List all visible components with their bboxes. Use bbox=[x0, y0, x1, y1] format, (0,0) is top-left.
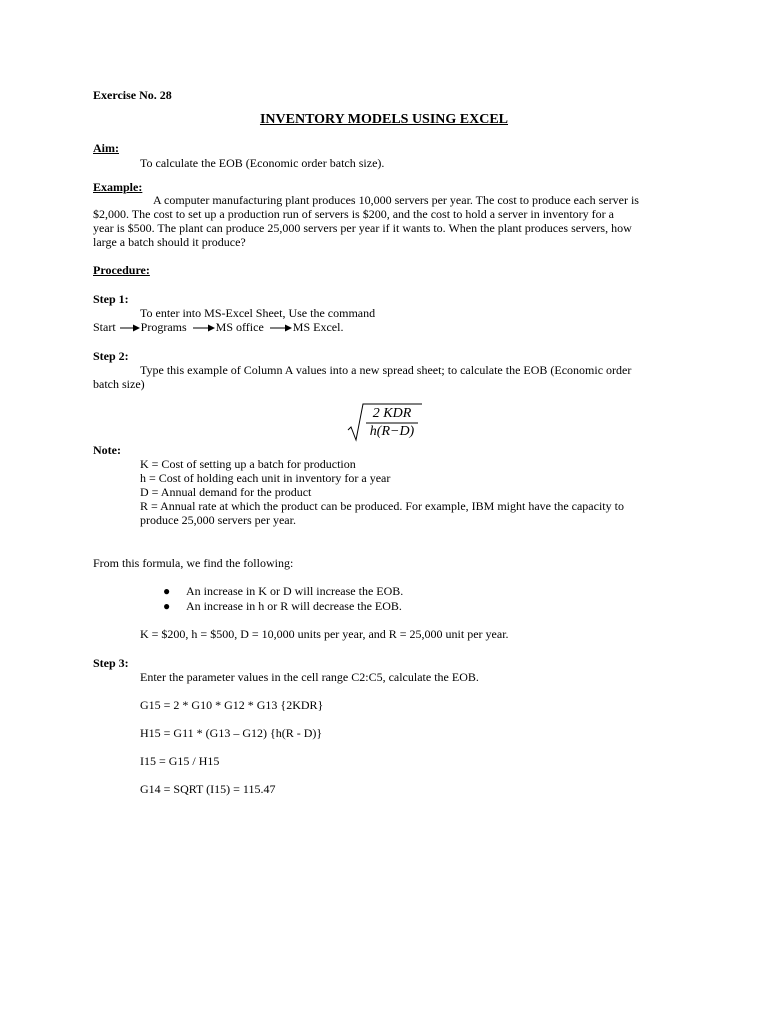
excel-formula: I15 = G15 / H15 bbox=[140, 754, 220, 768]
command-path bbox=[93, 320, 343, 334]
findings-intro: From this formula, we find the following: bbox=[93, 556, 294, 570]
formula-denominator: h(R−D) bbox=[369, 424, 415, 439]
example-line: large a batch should it produce? bbox=[93, 235, 246, 249]
findings-bullet: An increase in K or D will increase the EOB. bbox=[186, 584, 404, 598]
note-line: R = Annual rate at which the product can be produced. For example, IBM might have the capacity to bbox=[140, 499, 624, 513]
path-programs: Programs bbox=[140, 320, 187, 334]
example-line: year is $500. The plant can produce 25,000 servers per year if it wants to. When the plant produces servers, how bbox=[93, 221, 632, 235]
step2-line: batch size) bbox=[93, 377, 145, 391]
findings-bullet: An increase in h or R will decrease the EOB. bbox=[186, 599, 402, 613]
path-ms-excel: MS Excel. bbox=[292, 320, 344, 334]
excel-formula: G15 = 2 * G10 * G12 * G13 {2KDR} bbox=[140, 698, 324, 712]
step1-heading: Step 1: bbox=[93, 292, 129, 306]
example-line: $2,000. The cost to set up a production run of servers is $200, and the cost to hold a server in inventory for a bbox=[93, 207, 614, 221]
note-heading: Note: bbox=[93, 443, 121, 457]
parameter-values: K = $200, h = $500, D = 10,000 units per year, and R = 25,000 unit per year. bbox=[140, 627, 509, 641]
step3-heading: Step 3: bbox=[93, 656, 129, 670]
example-line: A computer manufacturing plant produces 10,000 servers per year. The cost to produce each server is bbox=[153, 193, 639, 207]
bullet-icon: ● bbox=[163, 599, 171, 613]
note-line: K = Cost of setting up a batch for production bbox=[140, 457, 356, 471]
eob-formula bbox=[346, 400, 426, 442]
procedure-heading: Procedure: bbox=[93, 263, 150, 277]
excel-formula: G14 = SQRT (I15) = 115.47 bbox=[140, 782, 276, 796]
step3-text: Enter the parameter values in the cell range C2:C5, calculate the EOB. bbox=[140, 670, 479, 684]
aim-heading: Aim: bbox=[93, 141, 119, 155]
step2-heading: Step 2: bbox=[93, 349, 129, 363]
formula-numerator: 2 KDR bbox=[372, 406, 412, 421]
aim-text: To calculate the EOB (Economic order batch size). bbox=[140, 156, 385, 170]
step2-line: Type this example of Column A values into a new spread sheet; to calculate the EOB (Economic order bbox=[140, 363, 632, 377]
note-line: produce 25,000 servers per year. bbox=[140, 513, 296, 527]
excel-formula: H15 = G11 * (G13 – G12) {h(R - D)} bbox=[140, 726, 323, 740]
bullet-icon: ● bbox=[163, 584, 171, 598]
example-heading: Example: bbox=[93, 180, 143, 194]
arrow-right-icon bbox=[120, 324, 140, 332]
arrow-right-icon bbox=[268, 324, 292, 332]
exercise-number: Exercise No. 28 bbox=[93, 88, 172, 102]
note-line: h = Cost of holding each unit in inventory for a year bbox=[140, 471, 391, 485]
path-ms-office: MS office bbox=[215, 320, 264, 334]
path-start: Start bbox=[93, 320, 116, 334]
page-title: INVENTORY MODELS USING EXCEL bbox=[259, 112, 509, 127]
arrow-right-icon bbox=[191, 324, 215, 332]
step1-text: To enter into MS-Excel Sheet, Use the command bbox=[140, 306, 376, 320]
note-line: D = Annual demand for the product bbox=[140, 485, 312, 499]
